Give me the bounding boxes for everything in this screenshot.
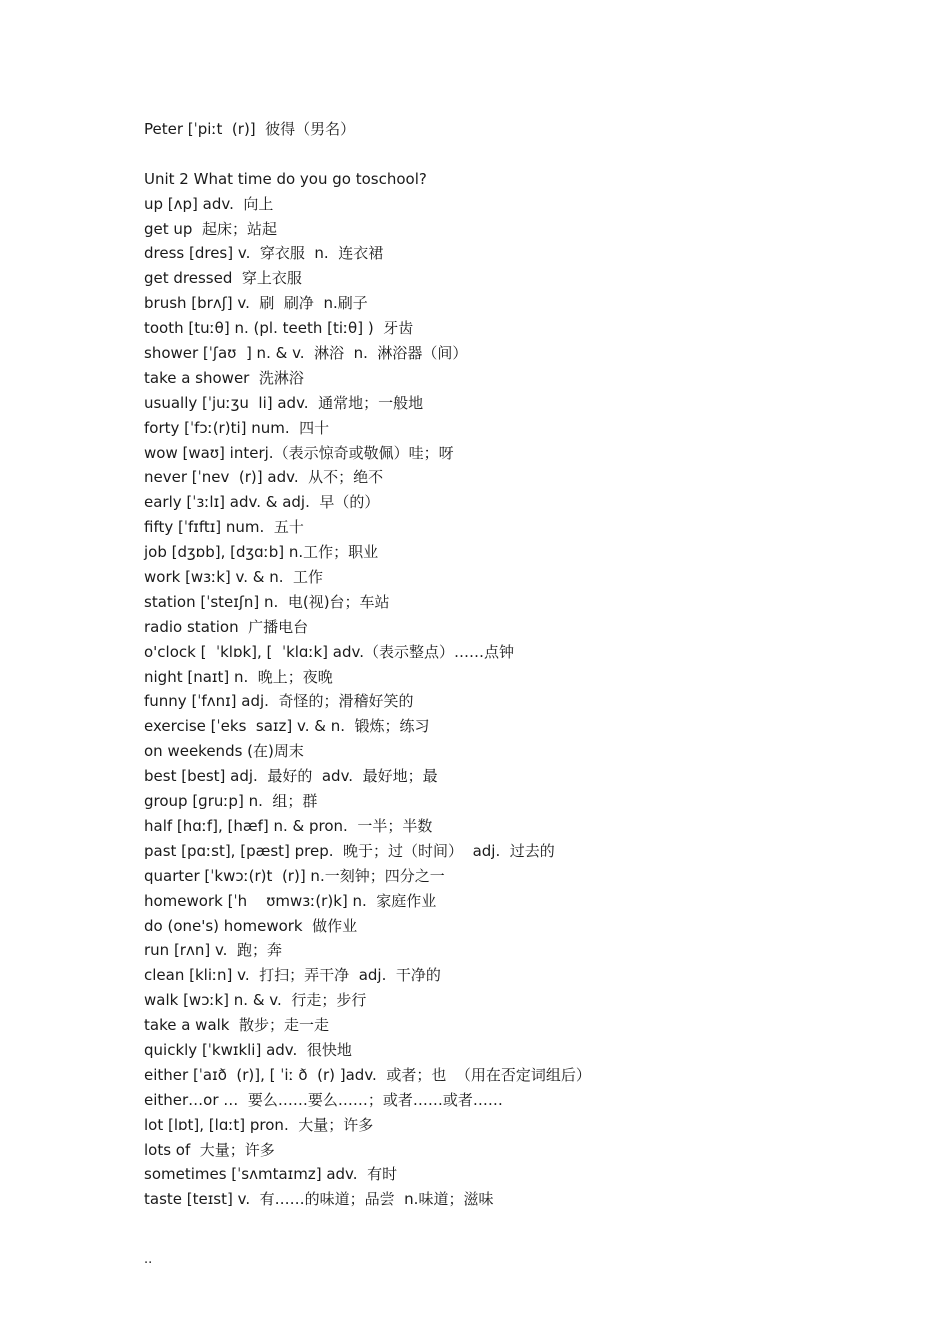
vocab-entry: never [ˈnev (r)] adv. 从不；绝不 (144, 468, 384, 487)
vocab-entry: shower [ˈʃaʊ ] n. & v. 淋浴 n. 淋浴器（间） (144, 344, 468, 363)
vocab-entry: walk [wɔːk] n. & v. 行走；步行 (144, 991, 367, 1010)
vocab-entry: get dressed 穿上衣服 (144, 269, 302, 288)
vocab-entry: take a shower 洗淋浴 (144, 368, 304, 387)
vocab-entry: either…or … 要么……要么……；或者……或者…… (144, 1090, 503, 1109)
vocab-entry: get up 起床；站起 (144, 219, 277, 238)
vocab-entry: past [pɑːst], [pæst] prep. 晚于；过（时间） adj. 过去的 (144, 841, 555, 860)
vocab-entry: on weekends (在)周末 (144, 742, 304, 761)
vocab-entry: funny [ˈfʌnɪ] adj. 奇怪的；滑稽好笑的 (144, 692, 414, 711)
vocab-entry: best [best] adj. 最好的 adv. 最好地；最 (144, 767, 438, 786)
vocab-entry: brush [brʌʃ] v. 刷 刷净 n.刷子 (144, 294, 368, 313)
vocab-entry: forty [ˈfɔː(r)ti] num. 四十 (144, 418, 330, 437)
vocab-entry: quarter [ˈkwɔː(r)t (r)] n.一刻钟；四分之一 (144, 866, 445, 885)
vocab-entry: radio station 广播电台 (144, 617, 309, 636)
header-line: Peter [ˈpiːt (r)] 彼得（男名） (144, 120, 356, 138)
vocab-entry: work [wɜːk] v. & n. 工作 (144, 568, 324, 587)
vocab-entry: homework [ˈh ʊmwɜː(r)k] n. 家庭作业 (144, 891, 437, 910)
vocab-entry: dress [dres] v. 穿衣服 n. 连衣裙 (144, 244, 384, 263)
vocab-entry: o'clock [ ˈklɒk], [ ˈklɑːk] adv.（表示整点）……点钟 (144, 642, 514, 661)
vocab-entry: station [ˈsteɪʃn] n. 电(视)台；车站 (144, 592, 390, 611)
vocab-entry: job [dʒɒb], [dʒɑːb] n.工作；职业 (144, 543, 379, 562)
vocab-entry: taste [teɪst] v. 有……的味道；品尝 n.味道；滋味 (144, 1190, 494, 1209)
vocab-entry: take a walk 散步；走一走 (144, 1016, 330, 1035)
vocab-entry: wow [waʊ] interj.（表示惊奇或敬佩）哇；呀 (144, 443, 454, 462)
vocab-entry: half [hɑːf], [hæf] n. & pron. 一半；半数 (144, 816, 433, 835)
vocab-entry: exercise [ˈeks saɪz] v. & n. 锻炼；练习 (144, 717, 430, 736)
vocab-entry: quickly [ˈkwɪkli] adv. 很快地 (144, 1040, 352, 1059)
blank-line (144, 142, 904, 167)
vocab-entry: group [ɡruːp] n. 组；群 (144, 792, 318, 811)
footer-mark: .. (144, 1252, 153, 1267)
vocab-entry: run [rʌn] v. 跑；奔 (144, 941, 282, 960)
vocab-entry: lot [lɒt], [lɑːt] pron. 大量；许多 (144, 1115, 374, 1134)
vocab-entry: usually [ˈjuːʒu li] adv. 通常地；一般地 (144, 393, 424, 412)
vocab-entry: early [ˈɜːlɪ] adv. & adj. 早（的） (144, 493, 380, 512)
vocab-entry: fifty [ˈfɪftɪ] num. 五十 (144, 518, 304, 537)
vocab-entry: do (one's) homework 做作业 (144, 916, 358, 935)
vocab-entry: tooth [tuːθ] n. (pl. teeth [tiːθ] ) 牙齿 (144, 319, 414, 338)
vocab-entry: clean [kliːn] v. 打扫；弄干净 adj. 干净的 (144, 966, 441, 985)
vocab-entry: up [ʌp] adv. 向上 (144, 194, 274, 213)
unit-title: Unit 2 What time do you go toschool? (144, 169, 427, 188)
vocabulary-list (144, 117, 904, 1212)
vocab-entry: either [ˈaɪð (r)], [ ˈiː ð (r) ]adv. 或者；也 （用在否定词组后） (144, 1065, 591, 1084)
vocab-entry: night [naɪt] n. 晚上；夜晚 (144, 667, 333, 686)
vocab-entry: sometimes [ˈsʌmtaɪmz] adv. 有时 (144, 1165, 398, 1184)
vocab-entry: lots of 大量；许多 (144, 1140, 275, 1159)
